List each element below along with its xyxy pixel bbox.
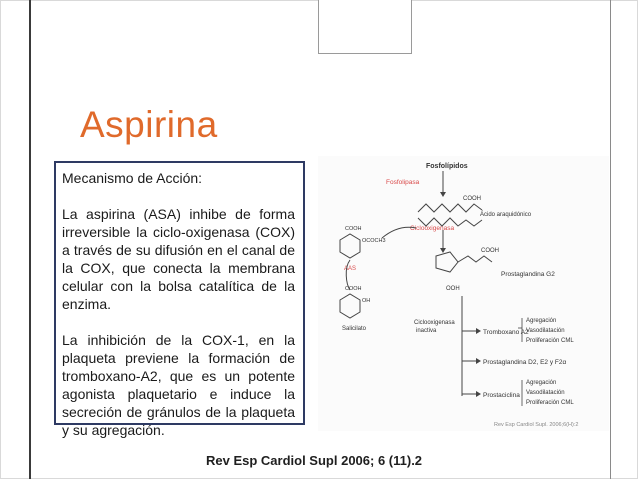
diagram-svg (318, 156, 609, 431)
label-prostaglandina-g: Prostaglandina G2 (501, 271, 555, 278)
decorative-corner-box (318, 0, 412, 54)
mechanism-heading: Mecanismo de Acción: (62, 170, 203, 186)
label-cooh-sal: COOH (345, 286, 362, 292)
arrow-head (476, 391, 481, 397)
benzene-ring-asa (340, 234, 360, 258)
label-cooh-asa: COOH (345, 226, 362, 232)
effect-pgi-2: Vasodilatación (526, 390, 565, 396)
left-border-line (29, 0, 31, 479)
effect-pgi-3: Proliferación CML (526, 400, 574, 406)
arachidonic-chain-top (418, 204, 482, 212)
label-salicilato: Salicilato (342, 326, 367, 332)
label-oh: OH (362, 298, 371, 304)
arrow-head (440, 192, 446, 197)
label-cox-inactiva-2: inactiva (416, 328, 437, 334)
prostaglandin-ring (436, 252, 458, 272)
label-cooh-pg: COOH (481, 248, 499, 254)
prostaglandin-chain (458, 256, 492, 262)
label-acido: Ácido araquidónico (480, 212, 532, 218)
label-cooh-top: COOH (463, 196, 481, 202)
label-prostaglandinas: Prostaglandina D2, E2 y F2α (483, 359, 567, 366)
effect-tx-2: Vasodilatación (526, 328, 565, 334)
diagram-source: Rev Esp Cardiol Supl. 2006;6(H):2 (494, 422, 579, 428)
label-prostaciclina: Prostaciclina (483, 392, 520, 399)
slide-title: Aspirina (80, 104, 218, 145)
effect-tx-3: Proliferación CML (526, 338, 574, 344)
mechanism-paragraph-2: La inhibición de la COX-1, en la plaqueta previene la formación de tromboxano-A2, que es un potente agonista plaquetario e induce la secreción de gránulos de la plaqueta y su agregación. (62, 332, 295, 438)
arrow-head (476, 358, 481, 364)
right-border-line (610, 0, 611, 479)
label-ciclooxigenasa: Ciclooxigenasa (410, 225, 455, 232)
label-cox-inactiva-1: Ciclooxigenasa (414, 320, 455, 326)
slide-citation: Rev Esp Cardiol Supl 2006; 6 (11).2 (206, 453, 423, 468)
label-ococh3: OCOCH3 (362, 238, 386, 244)
effect-tx-1: Agregación (526, 318, 557, 324)
arrow-head (440, 248, 446, 253)
label-fosfolipidos: Fosfolípidos (426, 163, 468, 170)
benzene-ring-salicylate (340, 294, 360, 318)
mechanism-text-box (54, 161, 305, 438)
label-fosfolipasa: Fosfolipasa (386, 179, 420, 186)
effect-pgi-1: Agregación (526, 380, 557, 386)
aspirin-mechanism-diagram (318, 156, 609, 431)
label-tromboxano: Tromboxano A2 (483, 329, 529, 336)
label-asa: AAS (344, 266, 357, 272)
arrow-head (476, 328, 481, 334)
mechanism-paragraph-1: La aspirina (ASA) inhibe de forma irreversible la ciclo-oxigenasa (COX) a través de su difusión en el canal de la COX, que conecta la membrana celular con la bolsa catalítica de la enzima. (62, 206, 295, 312)
label-ooh: OOH (446, 286, 460, 292)
